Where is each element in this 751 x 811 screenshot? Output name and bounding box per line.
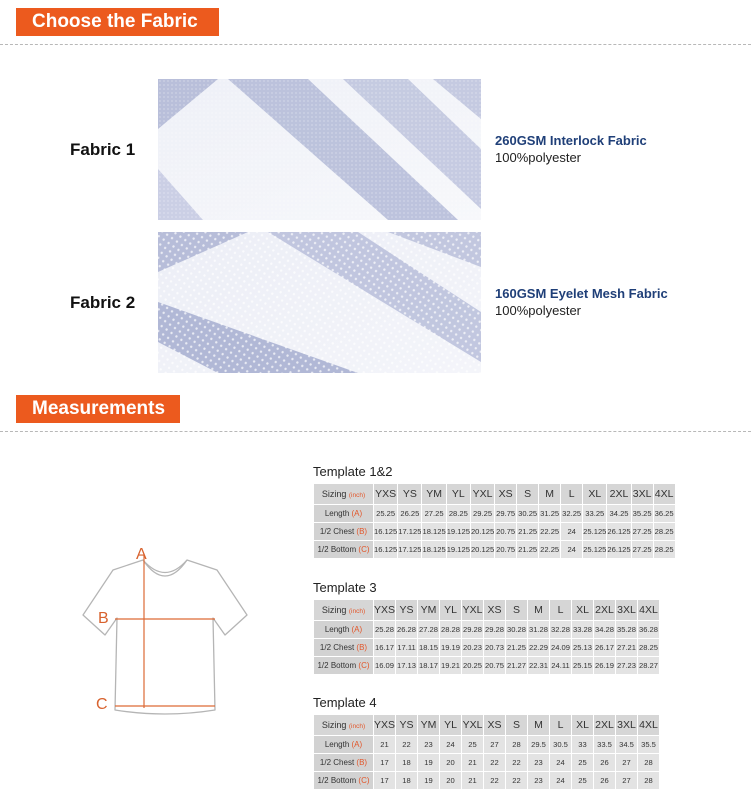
table-cell: 29.25	[471, 505, 494, 522]
section-divider	[0, 44, 751, 45]
table-cell: 27.25	[422, 505, 445, 522]
table-cell: 16.09	[374, 657, 395, 674]
table-cell: 21.25	[517, 523, 538, 540]
size-header-cell: M	[528, 600, 549, 620]
row-label: 1/2 Bottom	[317, 776, 357, 785]
table-cell: 19.19	[440, 639, 461, 656]
row-label-cell	[314, 505, 373, 522]
table-cell: 33	[572, 736, 593, 753]
table-cell: 29.28	[484, 621, 505, 638]
table-cell: 23	[418, 736, 439, 753]
table-row	[314, 505, 675, 522]
size-header-cell: YL	[440, 715, 461, 735]
table-cell: 22.29	[528, 639, 549, 656]
table-cell: 19.125	[447, 541, 470, 558]
row-letter: (A)	[351, 740, 363, 749]
table-cell: 20.25	[462, 657, 483, 674]
table-cell: 35.25	[632, 505, 653, 522]
size-header-cell: YXL	[471, 484, 494, 504]
template-3-title: Template 3	[313, 580, 377, 595]
size-table-template-3	[313, 599, 660, 675]
table-cell: 34.25	[607, 505, 630, 522]
table-cell: 25.28	[374, 621, 395, 638]
table-cell: 19.125	[447, 523, 470, 540]
table-cell: 20.125	[471, 523, 494, 540]
sizing-header-cell	[314, 600, 373, 620]
fabric-1-swatch	[158, 79, 481, 220]
table-cell: 16.125	[374, 541, 397, 558]
table-cell: 18.125	[422, 541, 445, 558]
shirt-diagram	[75, 540, 255, 720]
table-cell: 28.25	[447, 505, 470, 522]
table-cell: 25.125	[583, 523, 606, 540]
fabric-1-material: 100%polyester	[495, 150, 581, 165]
table-cell: 22	[396, 736, 417, 753]
row-label: Length	[324, 740, 350, 749]
table-cell: 20.125	[471, 541, 494, 558]
table-cell: 18	[396, 754, 417, 771]
size-table-template-4	[313, 714, 660, 790]
table-row	[314, 736, 659, 753]
table-cell: 24	[440, 736, 461, 753]
row-label-cell	[314, 541, 373, 558]
table-cell: 22.25	[539, 541, 560, 558]
size-header-cell: YL	[447, 484, 470, 504]
table-cell: 26.25	[398, 505, 421, 522]
table-cell: 33.25	[583, 505, 606, 522]
table-cell: 30.25	[517, 505, 538, 522]
table-cell: 17.125	[398, 523, 421, 540]
table-cell: 36.25	[654, 505, 675, 522]
table-cell: 25.13	[572, 639, 593, 656]
table-cell: 22	[506, 754, 527, 771]
shirt-label-a: A	[136, 546, 147, 563]
table-cell: 28.27	[638, 657, 659, 674]
table-cell: 26	[594, 754, 615, 771]
table-cell: 30.5	[550, 736, 571, 753]
table-cell: 28	[506, 736, 527, 753]
table-cell: 21.25	[517, 541, 538, 558]
row-letter: (A)	[351, 625, 363, 634]
table-cell: 19.21	[440, 657, 461, 674]
size-header-cell: 4XL	[638, 600, 659, 620]
fabric-2-material: 100%polyester	[495, 303, 581, 318]
table-cell: 35.5	[638, 736, 659, 753]
size-header-cell: XL	[572, 715, 593, 735]
table-row	[314, 754, 659, 771]
table-row	[314, 772, 659, 789]
section-divider	[0, 431, 751, 432]
table-cell: 27	[484, 736, 505, 753]
table-cell: 22.25	[539, 523, 560, 540]
unit-label: (inch)	[348, 608, 366, 615]
table-cell: 25	[462, 736, 483, 753]
sizing-header-cell	[314, 484, 373, 504]
row-label: 1/2 Chest	[319, 758, 355, 767]
table-cell: 21	[462, 772, 483, 789]
row-label: 1/2 Chest	[319, 527, 355, 536]
table-cell: 27	[616, 754, 637, 771]
row-label: 1/2 Chest	[319, 643, 355, 652]
table-cell: 24	[561, 541, 582, 558]
row-letter: (B)	[356, 758, 368, 767]
size-header-cell: YM	[422, 484, 445, 504]
table-cell: 20.23	[462, 639, 483, 656]
sizing-header-cell	[314, 715, 373, 735]
table-cell: 30.28	[506, 621, 527, 638]
table-cell: 27.25	[632, 541, 653, 558]
row-letter: (A)	[351, 509, 363, 518]
table-cell: 34.5	[616, 736, 637, 753]
table-cell: 25.125	[583, 541, 606, 558]
size-header-cell: M	[539, 484, 560, 504]
table-cell: 27.25	[632, 523, 653, 540]
table-cell: 21.27	[506, 657, 527, 674]
table-cell: 18.17	[418, 657, 439, 674]
row-label: 1/2 Bottom	[317, 661, 357, 670]
table-row	[314, 541, 675, 558]
row-label: Length	[324, 509, 350, 518]
table-cell: 29.28	[462, 621, 483, 638]
row-label-cell	[314, 639, 373, 656]
size-header-row	[314, 484, 675, 504]
table-cell: 16.125	[374, 523, 397, 540]
size-table-template-1	[313, 483, 676, 559]
size-header-cell: M	[528, 715, 549, 735]
table-cell: 31.25	[539, 505, 560, 522]
shirt-label-b: B	[98, 610, 109, 627]
size-header-cell: 3XL	[632, 484, 653, 504]
size-header-cell: YXL	[462, 715, 483, 735]
row-label: Length	[324, 625, 350, 634]
table-cell: 17.11	[396, 639, 417, 656]
measurements-section-title: Measurements	[16, 395, 180, 423]
table-cell: 22	[506, 772, 527, 789]
table-row	[314, 657, 659, 674]
table-cell: 26.125	[607, 541, 630, 558]
size-header-cell: S	[517, 484, 538, 504]
table-cell: 21.25	[506, 639, 527, 656]
table-cell: 26	[594, 772, 615, 789]
table-row	[314, 639, 659, 656]
size-header-cell: L	[550, 600, 571, 620]
table-cell: 28	[638, 772, 659, 789]
size-header-row	[314, 600, 659, 620]
fabric-1-name: 260GSM Interlock Fabric	[495, 133, 647, 148]
sizing-label: Sizing	[321, 605, 347, 615]
table-cell: 26.17	[594, 639, 615, 656]
table-cell: 20	[440, 754, 461, 771]
table-cell: 19	[418, 754, 439, 771]
fabric-2-label: Fabric 2	[70, 293, 136, 312]
size-header-cell: 4XL	[638, 715, 659, 735]
size-header-cell: 4XL	[654, 484, 675, 504]
row-label: 1/2 Bottom	[317, 545, 357, 554]
size-header-cell: 2XL	[607, 484, 630, 504]
table-cell: 25	[572, 754, 593, 771]
template-1-title: Template 1&2	[313, 464, 393, 479]
table-cell: 36.28	[638, 621, 659, 638]
table-cell: 21	[462, 754, 483, 771]
table-cell: 17.125	[398, 541, 421, 558]
fabric-section-title: Choose the Fabric	[16, 8, 219, 36]
size-header-cell: YS	[396, 600, 417, 620]
table-cell: 17.13	[396, 657, 417, 674]
table-cell: 24	[550, 754, 571, 771]
table-cell: 28.28	[440, 621, 461, 638]
table-cell: 26.28	[396, 621, 417, 638]
table-cell: 28.25	[654, 523, 675, 540]
table-cell: 26.19	[594, 657, 615, 674]
row-label-cell	[314, 523, 373, 540]
table-cell: 26.125	[607, 523, 630, 540]
table-cell: 18.15	[418, 639, 439, 656]
table-cell: 29.75	[495, 505, 516, 522]
unit-label: (inch)	[348, 723, 366, 730]
table-cell: 27.28	[418, 621, 439, 638]
table-cell: 17	[374, 754, 395, 771]
table-cell: 20	[440, 772, 461, 789]
table-cell: 25.25	[374, 505, 397, 522]
table-cell: 32.25	[561, 505, 582, 522]
table-cell: 25	[572, 772, 593, 789]
table-cell: 16.17	[374, 639, 395, 656]
size-header-cell: YS	[396, 715, 417, 735]
size-header-row	[314, 715, 659, 735]
row-label-cell	[314, 621, 373, 638]
row-label-cell	[314, 754, 373, 771]
size-header-cell: YXS	[374, 484, 397, 504]
table-row	[314, 523, 675, 540]
row-letter: (B)	[356, 527, 368, 536]
table-cell: 29.5	[528, 736, 549, 753]
table-cell: 24.11	[550, 657, 571, 674]
table-cell: 23	[528, 772, 549, 789]
table-cell: 20.75	[484, 657, 505, 674]
table-cell: 18.125	[422, 523, 445, 540]
size-header-cell: YM	[418, 715, 439, 735]
row-label-cell	[314, 657, 373, 674]
size-header-cell: YL	[440, 600, 461, 620]
table-cell: 25.15	[572, 657, 593, 674]
fabric-1-label: Fabric 1	[70, 140, 136, 159]
size-header-cell: 3XL	[616, 600, 637, 620]
table-cell: 24	[550, 772, 571, 789]
table-cell: 28.25	[654, 541, 675, 558]
table-cell: 22.31	[528, 657, 549, 674]
sizing-label: Sizing	[321, 489, 347, 499]
table-cell: 20.75	[495, 523, 516, 540]
size-header-cell: XL	[572, 600, 593, 620]
size-header-cell: 3XL	[616, 715, 637, 735]
size-header-cell: YXS	[374, 600, 395, 620]
size-header-cell: L	[561, 484, 582, 504]
row-letter: (C)	[358, 776, 370, 785]
size-header-cell: 2XL	[594, 600, 615, 620]
table-cell: 28.25	[638, 639, 659, 656]
table-cell: 27	[616, 772, 637, 789]
table-cell: 21	[374, 736, 395, 753]
size-header-cell: XS	[495, 484, 516, 504]
size-header-cell: YXL	[462, 600, 483, 620]
row-letter: (C)	[358, 545, 370, 554]
size-header-cell: S	[506, 715, 527, 735]
table-cell: 17	[374, 772, 395, 789]
table-cell: 20.75	[495, 541, 516, 558]
table-cell: 23	[528, 754, 549, 771]
size-header-cell: XS	[484, 600, 505, 620]
row-letter: (B)	[356, 643, 368, 652]
unit-label: (inch)	[348, 492, 366, 499]
size-header-cell: 2XL	[594, 715, 615, 735]
size-header-cell: XS	[484, 715, 505, 735]
table-cell: 24.09	[550, 639, 571, 656]
fabric-2-swatch	[158, 232, 481, 373]
sizing-label: Sizing	[321, 720, 347, 730]
shirt-label-c: C	[96, 696, 108, 713]
row-label-cell	[314, 736, 373, 753]
table-cell: 27.23	[616, 657, 637, 674]
table-cell: 33.5	[594, 736, 615, 753]
table-cell: 31.28	[528, 621, 549, 638]
size-header-cell: S	[506, 600, 527, 620]
table-cell: 22	[484, 754, 505, 771]
table-cell: 20.73	[484, 639, 505, 656]
table-cell: 28	[638, 754, 659, 771]
size-header-cell: YXS	[374, 715, 395, 735]
row-label-cell	[314, 772, 373, 789]
table-cell: 32.28	[550, 621, 571, 638]
size-header-cell: XL	[583, 484, 606, 504]
size-header-cell: YS	[398, 484, 421, 504]
row-letter: (C)	[358, 661, 370, 670]
table-cell: 27.21	[616, 639, 637, 656]
table-cell: 33.28	[572, 621, 593, 638]
table-cell: 34.28	[594, 621, 615, 638]
size-header-cell: L	[550, 715, 571, 735]
table-cell: 22	[484, 772, 505, 789]
template-4-title: Template 4	[313, 695, 377, 710]
table-cell: 24	[561, 523, 582, 540]
table-row	[314, 621, 659, 638]
table-cell: 35.28	[616, 621, 637, 638]
fabric-2-name: 160GSM Eyelet Mesh Fabric	[495, 286, 668, 301]
size-header-cell: YM	[418, 600, 439, 620]
table-cell: 19	[418, 772, 439, 789]
table-cell: 18	[396, 772, 417, 789]
